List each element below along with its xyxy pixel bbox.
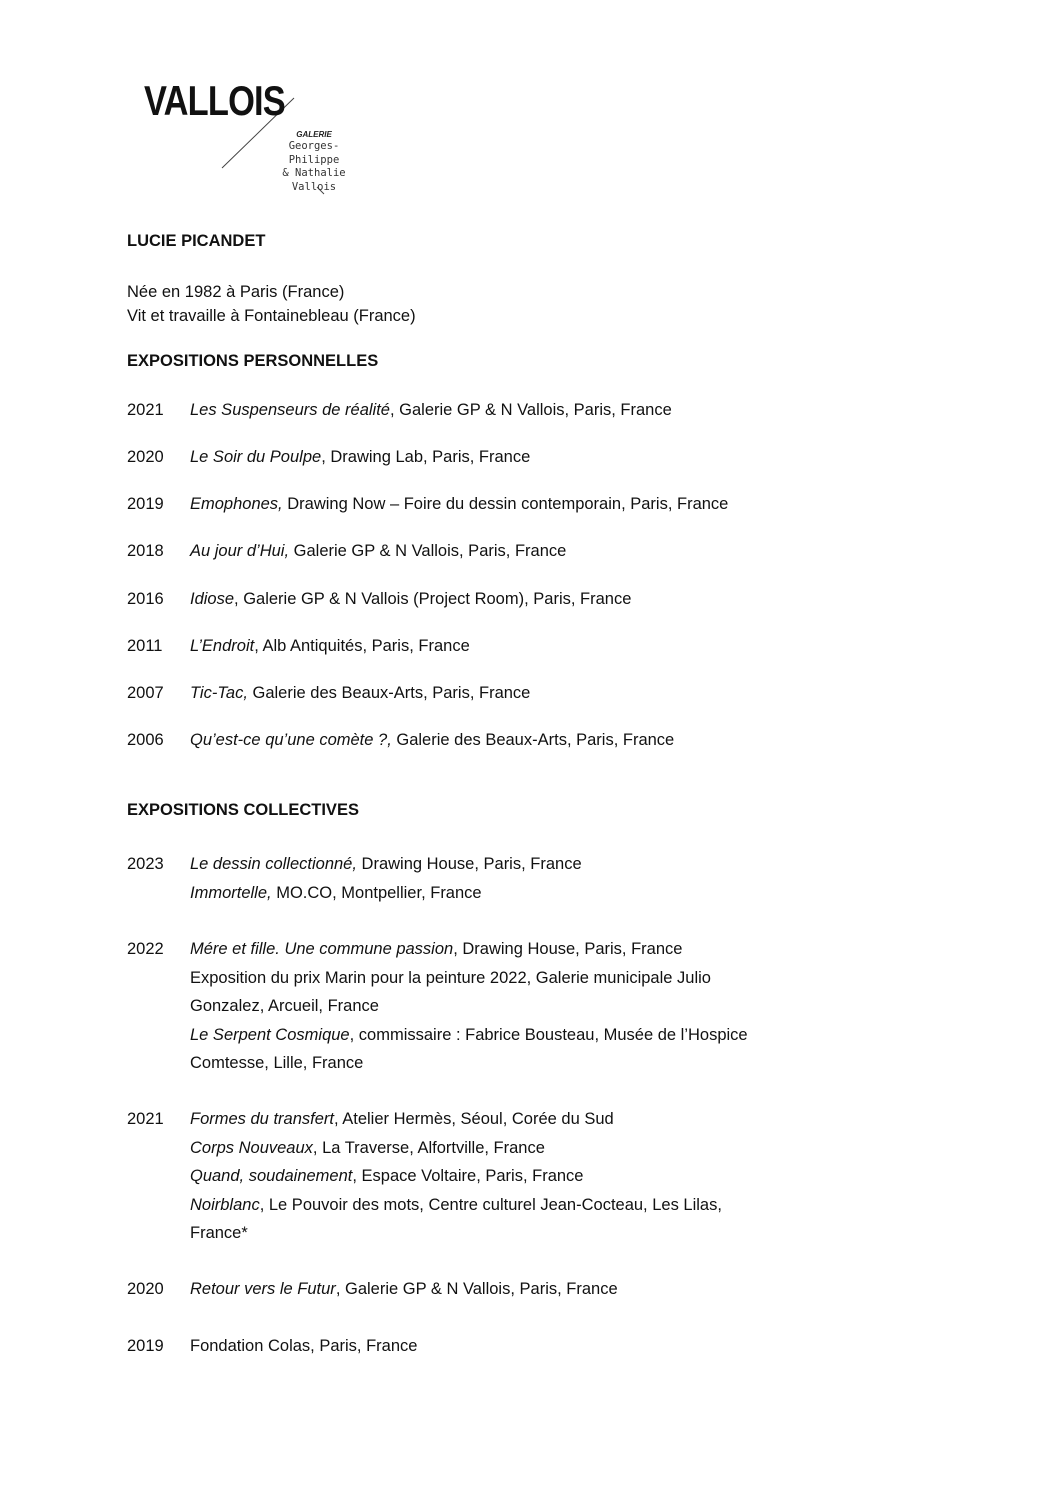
entry-title: Qu’est-ce qu’une comète ?, [190, 731, 392, 749]
entry-title: Mére et fille. Une commune passion [190, 940, 454, 958]
entry-details: , Drawing Lab, Paris, France [321, 448, 531, 466]
entry-details: , Le Pouvoir des mots, Centre culturel Jean-Cocteau, Les Lilas, [259, 1195, 722, 1214]
entry-year: 2018 [127, 542, 164, 560]
entry-year: 2023 [127, 855, 164, 873]
entry-details: Fondation Colas, Paris, France [190, 1337, 418, 1355]
entry-year: 2019 [127, 1337, 164, 1355]
entry-details: Drawing Now – Foire du dessin contemporain, Paris, France [282, 495, 729, 513]
entry-title: Retour vers le Futur [190, 1280, 336, 1298]
entry-details: , commissaire : Fabrice Bousteau, Musée de l’Hospice [349, 1025, 748, 1044]
gallery-logo [140, 77, 400, 210]
entry-year: 2022 [127, 940, 164, 958]
entry-title: L’Endroit [190, 637, 255, 655]
entry-title: Quand, soudainement [190, 1167, 353, 1185]
entry-title: Tic-Tac, [190, 684, 248, 702]
entry-title: Au jour d’Hui, [190, 542, 290, 560]
entry-details: Galerie GP & N Vallois, Paris, France [289, 542, 567, 560]
entry-details: Drawing House, Paris, France [356, 855, 582, 873]
entry-title: Immortelle, [190, 883, 272, 902]
entry-title: Le Serpent Cosmique [190, 1025, 350, 1044]
entry-title: Le dessin collectionné, [190, 855, 357, 873]
entry-details: , Galerie GP & N Vallois, Paris, France [389, 401, 672, 419]
artist-lives: Vit et travaille à Fontainebleau (France) [127, 307, 416, 325]
entry-title: Corps Nouveaux [190, 1138, 313, 1157]
entry-details: , Galerie GP & N Vallois (Project Room), Paris, France [234, 590, 632, 608]
entry-details: , Atelier Hermès, Séoul, Corée du Sud [333, 1110, 614, 1128]
logo-line: Vallois [291, 180, 337, 193]
entry-year: 2020 [127, 1280, 164, 1298]
entry-details: Comtesse, Lille, France [190, 1054, 364, 1072]
entry-details: MO.CO, Montpellier, France [271, 883, 482, 902]
entry-details: , Alb Antiquités, Paris, France [254, 637, 470, 655]
logo-line: Georges-Philippe [288, 140, 340, 166]
entry-details: , La Traverse, Alfortville, France [312, 1138, 545, 1157]
entry-details: Galerie des Beaux-Arts, Paris, France [391, 731, 675, 749]
entry-year: 2020 [127, 448, 164, 466]
entry-details: , Drawing House, Paris, France [453, 940, 683, 958]
artist-name: LUCIE PICANDET [127, 232, 266, 250]
entry-title: Les Suspenseurs de réalité [190, 401, 390, 419]
logo-galerie-label: GALERIE [296, 130, 332, 139]
entry-year: 2019 [127, 495, 164, 513]
entry-title: Idiose [190, 590, 235, 608]
entry-year: 2011 [127, 637, 163, 655]
entry-year: 2021 [127, 1110, 164, 1128]
group-heading: EXPOSITIONS COLLECTIVES [127, 801, 359, 819]
entry-details: , Espace Voltaire, Paris, France [352, 1167, 584, 1185]
logo-subtitle [268, 129, 360, 194]
artist-born: Née en 1982 à Paris (France) [127, 283, 345, 301]
entry-year: 2021 [127, 401, 164, 419]
entry-title: Formes du transfert [190, 1110, 334, 1128]
entry-year: 2016 [127, 590, 164, 608]
entry-title: Le Soir du Poulpe [190, 448, 322, 466]
logo-line: & Nathalie [282, 167, 346, 179]
entry-details: , Galerie GP & N Vallois, Paris, France [335, 1280, 618, 1298]
entry-details: Gonzalez, Arcueil, France [190, 997, 379, 1015]
entry-details: Exposition du prix Marin pour la peinture 2022, Galerie municipale Julio [190, 968, 711, 987]
entry-title: Noirblanc [190, 1195, 260, 1214]
entry-details: Galerie des Beaux-Arts, Paris, France [247, 684, 531, 702]
entry-details: France* [190, 1224, 248, 1242]
entry-year: 2006 [127, 731, 164, 749]
solo-heading: EXPOSITIONS PERSONNELLES [127, 352, 379, 370]
entry-title: Emophones, [190, 495, 283, 513]
logo-wordmark: VALLOIS [144, 77, 285, 124]
entry-year: 2007 [127, 684, 164, 702]
